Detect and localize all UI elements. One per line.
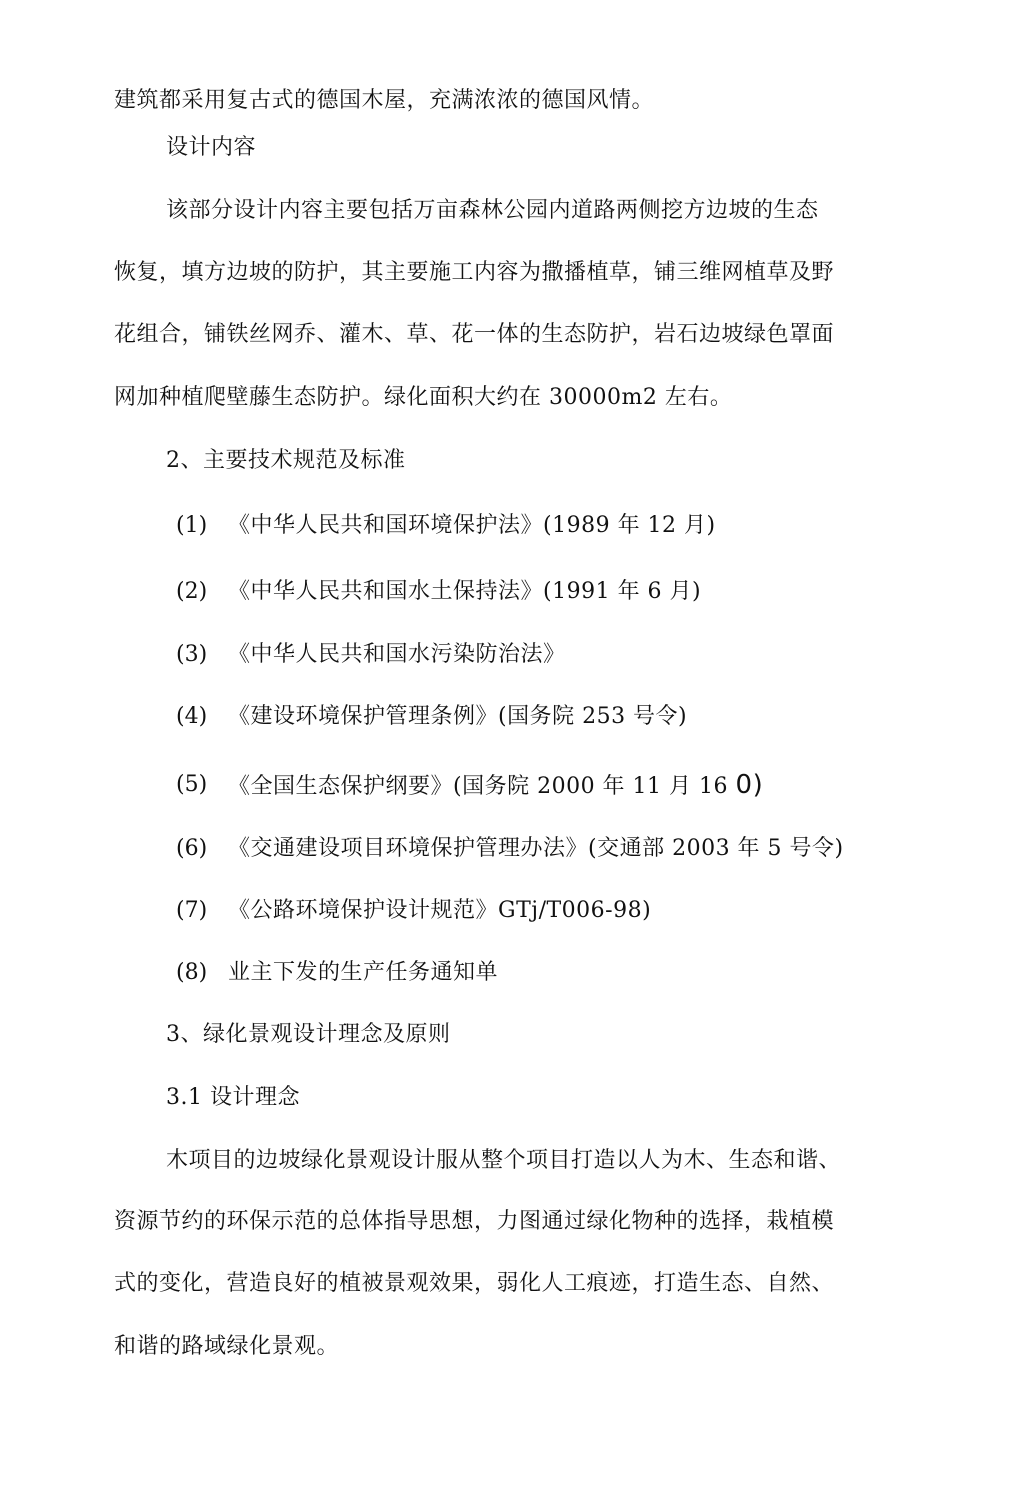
- list-item-number: (5): [176, 772, 208, 797]
- paragraph-line: 建筑都采用复古式的德国木屋，充满浓浓的德国风情。: [114, 88, 655, 113]
- section-heading: 2、主要技术规范及标准: [166, 448, 406, 473]
- paragraph-line: 和谐的路域绿化景观。: [114, 1334, 340, 1359]
- section-heading: 3、绿化景观设计理念及原则: [166, 1022, 451, 1047]
- list-item-text: 《交通建设项目环境保护管理办法》(交通部 2003 年 5 号令): [228, 836, 844, 861]
- list-item-text: 《中华人民共和国环境保护法》(1989 年 12 月): [228, 513, 716, 538]
- list-item-text: 《公路环境保护设计规范》GTj/T006-98): [228, 898, 652, 923]
- list-item-number: (7): [176, 898, 208, 923]
- paragraph-line: 花组合，铺铁丝网乔、灌木、草、花一体的生态防护，岩石边坡绿色罩面: [114, 322, 835, 347]
- paragraph-line: 恢复，填方边坡的防护，其主要施工内容为撒播植草，铺三维网植草及野: [114, 260, 835, 285]
- paragraph-line: 该部分设计内容主要包括万亩森林公园内道路两侧挖方边坡的生态: [166, 198, 819, 223]
- list-item-number: (6): [176, 836, 208, 861]
- list-item-number: (1): [176, 513, 208, 538]
- list-item-text-main: 《全国生态保护纲要》(国务院 2000 年 11 月 16: [228, 774, 736, 799]
- paragraph-line: 木项目的边坡绿化景观设计服从整个项目打造以人为木、生态和谐、: [166, 1148, 842, 1173]
- paragraph-line: 式的变化，营造良好的植被景观效果，弱化人工痕迹，打造生态、自然、: [114, 1271, 835, 1296]
- list-item-number: (4): [176, 704, 208, 729]
- list-item-text: 《中华人民共和国水污染防治法》: [228, 642, 566, 667]
- list-item-text: 《建设环境保护管理条例》(国务院 253 号令): [228, 704, 688, 729]
- list-item-text: 《中华人民共和国水土保持法》(1991 年 6 月): [228, 579, 702, 604]
- list-item-text: 业主下发的生产任务通知单: [228, 960, 499, 985]
- subsection-heading: 3.1 设计理念: [166, 1085, 300, 1110]
- section-heading: 设计内容: [166, 135, 257, 160]
- list-item-number: (2): [176, 579, 208, 604]
- list-item-text-suffix: 0): [735, 770, 764, 800]
- list-item-number: (8): [176, 960, 208, 985]
- list-item-number: (3): [176, 642, 208, 667]
- paragraph-line: 网加种植爬壁藤生态防护。绿化面积大约在 30000m2 左右。: [114, 385, 733, 410]
- list-item-text: [228, 770, 763, 802]
- paragraph-line: 资源节约的环保示范的总体指导思想，力图通过绿化物种的选择，栽植模: [114, 1209, 835, 1234]
